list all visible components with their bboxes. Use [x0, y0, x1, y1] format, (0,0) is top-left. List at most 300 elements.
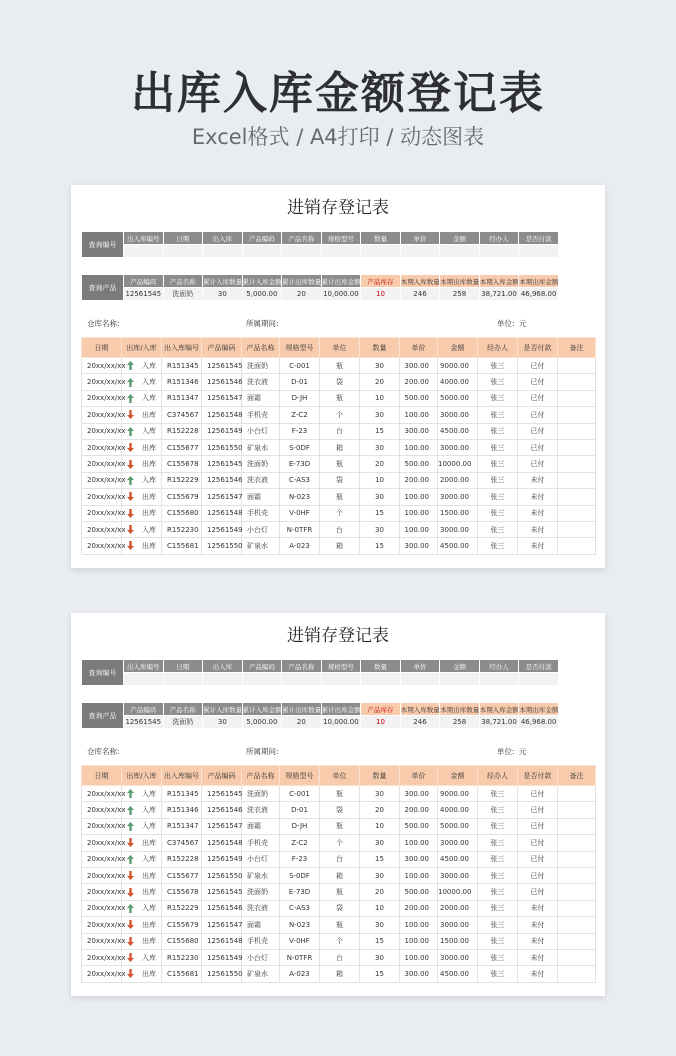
ledger-cell-date: 20xx/xx/xx: [82, 456, 122, 472]
query-product-value: 10: [361, 288, 401, 301]
ledger-cell-amount: 4500.00: [438, 851, 478, 867]
ledger-cell-price: 500.00: [400, 456, 438, 472]
ledger-cell-paid: 已付: [518, 818, 558, 834]
table-row: [82, 374, 596, 390]
ledger-cell-handler: 张三: [478, 374, 518, 390]
ledger-cell-type: [122, 374, 162, 390]
ledger-cell-note: [558, 966, 596, 982]
ledger-cell-code: 12561547: [202, 489, 242, 505]
query-product-header: 累计出库金额: [321, 703, 361, 716]
ledger-cell-amount: 5000.00: [438, 818, 478, 834]
ledger-cell-no: R152230: [162, 521, 202, 537]
ledger-cell-date: 20xx/xx/xx: [82, 966, 122, 982]
ledger-cell-handler: 张三: [478, 835, 518, 851]
query-number-input-cell[interactable]: [124, 673, 164, 686]
ledger-cell-price: 100.00: [400, 489, 438, 505]
ledger-cell-paid: 未付: [518, 917, 558, 933]
arrow-down-icon: [127, 871, 134, 880]
direction-label: 出库: [142, 838, 156, 847]
ledger-cell-date: 20xx/xx/xx: [82, 835, 122, 851]
ledger-cell-unit: 袋: [320, 802, 360, 818]
query-product-header: 累计入库数量: [203, 703, 243, 716]
unit-label: 单位:: [497, 319, 515, 328]
sheet-preview-2: [71, 613, 605, 996]
query-product-header: 产品编码: [124, 703, 164, 716]
query-number-input-cell[interactable]: [400, 245, 440, 258]
ledger-cell-qty: 30: [360, 489, 400, 505]
ledger-column-header: 日期: [82, 766, 122, 786]
direction-label: 入库: [142, 361, 156, 370]
ledger-cell-no: R152228: [162, 423, 202, 439]
direction-label: 出库: [142, 871, 156, 880]
arrow-up-icon: [127, 394, 134, 403]
query-product-header: 累计入库金额: [242, 703, 282, 716]
warehouse-label: 仓库名称:: [87, 319, 120, 328]
ledger-cell-price: 200.00: [400, 472, 438, 488]
query-number-input-cell[interactable]: [519, 673, 559, 686]
direction-label: 入库: [142, 525, 156, 534]
ledger-cell-handler: 张三: [478, 900, 518, 916]
ledger-cell-no: C155678: [162, 456, 202, 472]
ledger-cell-note: [558, 439, 596, 455]
ledger-cell-qty: 30: [360, 521, 400, 537]
ledger-cell-type: [122, 835, 162, 851]
ledger-cell-handler: 张三: [478, 423, 518, 439]
ledger-cell-type: [122, 786, 162, 802]
ledger-cell-paid: 已付: [518, 884, 558, 900]
ledger-cell-name: 小台灯: [242, 851, 280, 867]
ledger-cell-date: 20xx/xx/xx: [82, 439, 122, 455]
ledger-cell-qty: 30: [360, 439, 400, 455]
arrow-down-icon: [127, 888, 134, 897]
query-product-value: 30: [203, 288, 243, 301]
ledger-cell-handler: 张三: [478, 802, 518, 818]
query-product-value: 38,721.00: [479, 716, 519, 729]
ledger-cell-price: 100.00: [400, 835, 438, 851]
query-number-header: 规格型号: [321, 660, 361, 673]
query-product-value: 46,968.00: [519, 716, 559, 729]
ledger-cell-spec: Z-C2: [280, 407, 320, 423]
arrow-up-icon: [127, 822, 134, 831]
table-row: [82, 472, 596, 488]
ledger-cell-spec: D-01: [280, 374, 320, 390]
ledger-column-header: 单价: [400, 766, 438, 786]
ledger-cell-date: 20xx/xx/xx: [82, 374, 122, 390]
ledger-cell-code: 12561546: [202, 374, 242, 390]
table-row: [82, 966, 596, 982]
period-label: 所属期间:: [246, 747, 279, 756]
table-row: [82, 900, 596, 916]
ledger-cell-spec: N-023: [280, 917, 320, 933]
ledger-cell-type: [122, 521, 162, 537]
ledger-cell-amount: 3000.00: [438, 867, 478, 883]
ledger-cell-paid: 已付: [518, 407, 558, 423]
ledger-column-header: 规格型号: [280, 766, 320, 786]
direction-label: 入库: [142, 855, 156, 864]
query-number-input-cell[interactable]: [479, 673, 519, 686]
ledger-cell-no: R152230: [162, 949, 202, 965]
query-number-input-cell[interactable]: [163, 245, 203, 258]
direction-label: 出库: [142, 410, 156, 419]
ledger-cell-name: 洗衣液: [242, 374, 280, 390]
table-row: [82, 933, 596, 949]
query-number-input-cell[interactable]: [361, 245, 401, 258]
sheet-title: 进销存登记表: [287, 198, 389, 218]
ledger-cell-code: 12561547: [202, 818, 242, 834]
ledger-cell-amount: 3000.00: [438, 949, 478, 965]
ledger-cell-qty: 30: [360, 949, 400, 965]
unit-label: 单位:: [497, 747, 515, 756]
ledger-cell-note: [558, 884, 596, 900]
ledger-cell-code: 12561550: [202, 966, 242, 982]
query-by-number-table: [81, 231, 559, 258]
query-number-header: 金额: [440, 660, 480, 673]
ledger-column-header: 是否付款: [518, 766, 558, 786]
query-number-input-cell[interactable]: [321, 673, 361, 686]
unit-value: 元: [519, 747, 527, 756]
ledger-cell-name: 小台灯: [242, 423, 280, 439]
query-number-input-cell[interactable]: [203, 245, 243, 258]
ledger-column-header: 出库/入库: [122, 766, 162, 786]
ledger-cell-code: 12561545: [202, 358, 242, 374]
query-product-header: 累计入库数量: [203, 275, 243, 288]
ledger-column-header: 出入库编号: [162, 766, 202, 786]
ledger-cell-price: 300.00: [400, 538, 438, 554]
ledger-cell-type: [122, 358, 162, 374]
direction-label: 入库: [142, 427, 156, 436]
ledger-cell-qty: 15: [360, 423, 400, 439]
ledger-cell-unit: 台: [320, 949, 360, 965]
ledger-cell-date: 20xx/xx/xx: [82, 472, 122, 488]
query-number-header: 产品编码: [242, 660, 282, 673]
direction-label: 入库: [142, 806, 156, 815]
ledger-column-header: 产品编码: [202, 338, 242, 358]
ledger-cell-note: [558, 933, 596, 949]
ledger-cell-price: 200.00: [400, 900, 438, 916]
ledger-cell-no: C155677: [162, 439, 202, 455]
period-label: 所属期间:: [246, 319, 279, 328]
table-row: [82, 456, 596, 472]
unit-value: 元: [519, 319, 527, 328]
ledger-cell-price: 100.00: [400, 407, 438, 423]
ledger-cell-handler: 张三: [478, 390, 518, 406]
ledger-cell-date: 20xx/xx/xx: [82, 521, 122, 537]
ledger-cell-paid: 未付: [518, 538, 558, 554]
ledger-cell-unit: 个: [320, 505, 360, 521]
ledger-cell-unit: 袋: [320, 472, 360, 488]
ledger-cell-no: C155679: [162, 489, 202, 505]
query-number-header: 是否付款: [519, 660, 559, 673]
query-product-header: 累计出库金额: [321, 275, 361, 288]
ledger-cell-paid: 未付: [518, 489, 558, 505]
ledger-cell-price: 100.00: [400, 867, 438, 883]
query-number-header: 经办人: [479, 660, 519, 673]
query-number-input-cell[interactable]: [163, 673, 203, 686]
ledger-cell-type: [122, 505, 162, 521]
ledger-cell-note: [558, 835, 596, 851]
table-row: [82, 505, 596, 521]
ledger-cell-paid: 未付: [518, 966, 558, 982]
ledger-table: [81, 337, 596, 555]
direction-label: 出库: [142, 541, 156, 550]
query-number-header: 规格型号: [321, 232, 361, 245]
ledger-column-header: 经办人: [478, 766, 518, 786]
ledger-cell-no: R151347: [162, 818, 202, 834]
query-number-input-cell[interactable]: [282, 245, 322, 258]
query-by-number-table: [81, 659, 559, 686]
ledger-column-header: 产品编码: [202, 766, 242, 786]
ledger-cell-spec: D-JH: [280, 818, 320, 834]
ledger-cell-price: 300.00: [400, 851, 438, 867]
table-row: [82, 358, 596, 374]
query-number-label: 查询编号: [82, 660, 124, 686]
query-number-input-cell[interactable]: [282, 673, 322, 686]
query-product-value: 10,000.00: [321, 716, 361, 729]
ledger-cell-note: [558, 358, 596, 374]
query-product-header: 本期入库金额: [479, 703, 519, 716]
ledger-column-header: 单位: [320, 338, 360, 358]
ledger-column-header: 单价: [400, 338, 438, 358]
query-number-input-cell[interactable]: [124, 245, 164, 258]
ledger-cell-paid: 未付: [518, 505, 558, 521]
ledger-cell-date: 20xx/xx/xx: [82, 818, 122, 834]
ledger-cell-handler: 张三: [478, 472, 518, 488]
ledger-cell-unit: 瓶: [320, 818, 360, 834]
ledger-cell-handler: 张三: [478, 851, 518, 867]
query-number-input-cell[interactable]: [321, 245, 361, 258]
table-row: [82, 521, 596, 537]
query-number-input-cell[interactable]: [361, 673, 401, 686]
ledger-cell-amount: 4500.00: [438, 966, 478, 982]
ledger-cell-unit: 箱: [320, 966, 360, 982]
query-number-header: 数量: [361, 232, 401, 245]
ledger-cell-type: [122, 407, 162, 423]
query-product-header: 产品库存: [361, 275, 401, 288]
ledger-cell-spec: S-0DF: [280, 439, 320, 455]
ledger-cell-spec: N-0TFR: [280, 949, 320, 965]
query-product-value: 258: [440, 288, 480, 301]
arrow-down-icon: [127, 920, 134, 929]
query-number-input-cell[interactable]: [440, 245, 480, 258]
ledger-cell-price: 300.00: [400, 966, 438, 982]
ledger-cell-handler: 张三: [478, 966, 518, 982]
query-number-input-cell[interactable]: [440, 673, 480, 686]
ledger-cell-handler: 张三: [478, 407, 518, 423]
query-product-header: 本期出库金额: [519, 275, 559, 288]
ledger-cell-unit: 袋: [320, 374, 360, 390]
ledger-column-header: 产品名称: [242, 766, 280, 786]
ledger-cell-unit: 瓶: [320, 456, 360, 472]
ledger-cell-note: [558, 900, 596, 916]
direction-label: 出库: [142, 888, 156, 897]
direction-label: 入库: [142, 476, 156, 485]
ledger-cell-note: [558, 538, 596, 554]
ledger-cell-handler: 张三: [478, 818, 518, 834]
query-number-header: 日期: [163, 660, 203, 673]
ledger-cell-code: 12561546: [202, 472, 242, 488]
hero-title: 出库入库金额登记表: [131, 68, 545, 119]
hero-subtitle: Excel格式 / A4打印 / 动态图表: [191, 125, 485, 149]
ledger-cell-code: 12561546: [202, 802, 242, 818]
meta-row: [71, 318, 605, 330]
ledger-cell-date: 20xx/xx/xx: [82, 358, 122, 374]
ledger-cell-code: 12561548: [202, 933, 242, 949]
table-row: [82, 818, 596, 834]
ledger-cell-handler: 张三: [478, 786, 518, 802]
ledger-cell-price: 100.00: [400, 521, 438, 537]
ledger-cell-handler: 张三: [478, 505, 518, 521]
ledger-cell-qty: 15: [360, 851, 400, 867]
ledger-cell-date: 20xx/xx/xx: [82, 423, 122, 439]
ledger-cell-spec: F-23: [280, 423, 320, 439]
table-row: [82, 407, 596, 423]
ledger-cell-date: 20xx/xx/xx: [82, 407, 122, 423]
ledger-cell-spec: D-JH: [280, 390, 320, 406]
query-product-header: 本期出库金额: [519, 703, 559, 716]
ledger-cell-date: 20xx/xx/xx: [82, 917, 122, 933]
table-row: [82, 489, 596, 505]
query-by-product-table: [81, 702, 559, 729]
ledger-cell-qty: 30: [360, 407, 400, 423]
ledger-cell-amount: 3000.00: [438, 407, 478, 423]
ledger-cell-code: 12561548: [202, 835, 242, 851]
ledger-cell-name: 面霜: [242, 917, 280, 933]
ledger-cell-paid: 未付: [518, 472, 558, 488]
query-product-value: 10: [361, 716, 401, 729]
query-product-value[interactable]: 12561545: [124, 288, 164, 301]
query-number-input-cell[interactable]: [242, 245, 282, 258]
query-number-input-cell[interactable]: [400, 673, 440, 686]
query-by-product-table: [81, 274, 559, 301]
arrow-down-icon: [127, 443, 134, 452]
ledger-column-header: 金额: [438, 338, 478, 358]
ledger-cell-unit: 个: [320, 933, 360, 949]
ledger-cell-handler: 张三: [478, 358, 518, 374]
query-product-header: 本期入库金额: [479, 275, 519, 288]
ledger-cell-note: [558, 489, 596, 505]
query-number-input-cell[interactable]: [203, 673, 243, 686]
ledger-cell-note: [558, 390, 596, 406]
ledger-cell-qty: 30: [360, 917, 400, 933]
query-number-input-cell[interactable]: [519, 245, 559, 258]
ledger-cell-handler: 张三: [478, 489, 518, 505]
ledger-cell-type: [122, 966, 162, 982]
ledger-cell-name: 洗面奶: [242, 358, 280, 374]
query-number-header: 数量: [361, 660, 401, 673]
ledger-cell-amount: 4000.00: [438, 802, 478, 818]
arrow-down-icon: [127, 541, 134, 550]
ledger-cell-name: 手机壳: [242, 505, 280, 521]
ledger-cell-price: 100.00: [400, 505, 438, 521]
ledger-cell-handler: 张三: [478, 521, 518, 537]
ledger-cell-paid: 未付: [518, 900, 558, 916]
ledger-column-header: 日期: [82, 338, 122, 358]
ledger-cell-name: 矿泉水: [242, 867, 280, 883]
ledger-cell-type: [122, 900, 162, 916]
query-product-value[interactable]: 12561545: [124, 716, 164, 729]
ledger-cell-type: [122, 489, 162, 505]
query-product-header: 累计入库金额: [242, 275, 282, 288]
ledger-cell-name: 手机壳: [242, 407, 280, 423]
ledger-cell-handler: 张三: [478, 439, 518, 455]
ledger-cell-date: 20xx/xx/xx: [82, 538, 122, 554]
ledger-cell-spec: S-0DF: [280, 867, 320, 883]
ledger-cell-amount: 3000.00: [438, 917, 478, 933]
ledger-column-header: 备注: [558, 766, 596, 786]
ledger-cell-price: 100.00: [400, 917, 438, 933]
ledger-cell-qty: 15: [360, 505, 400, 521]
query-number-input-cell[interactable]: [242, 673, 282, 686]
query-product-value: 38,721.00: [479, 288, 519, 301]
query-product-value: 20: [282, 288, 322, 301]
ledger-cell-name: 洗衣液: [242, 802, 280, 818]
ledger-cell-qty: 20: [360, 802, 400, 818]
ledger-cell-type: [122, 538, 162, 554]
ledger-cell-date: 20xx/xx/xx: [82, 933, 122, 949]
ledger-cell-spec: F-23: [280, 851, 320, 867]
ledger-cell-date: 20xx/xx/xx: [82, 867, 122, 883]
ledger-cell-code: 12561549: [202, 949, 242, 965]
ledger-cell-note: [558, 521, 596, 537]
ledger-cell-note: [558, 456, 596, 472]
ledger-cell-date: 20xx/xx/xx: [82, 390, 122, 406]
ledger-cell-note: [558, 786, 596, 802]
ledger-cell-note: [558, 867, 596, 883]
ledger-cell-no: R151347: [162, 390, 202, 406]
ledger-cell-amount: 5000.00: [438, 390, 478, 406]
ledger-cell-note: [558, 505, 596, 521]
ledger-cell-type: [122, 851, 162, 867]
ledger-cell-code: 12561546: [202, 900, 242, 916]
ledger-cell-handler: 张三: [478, 949, 518, 965]
ledger-cell-spec: N-023: [280, 489, 320, 505]
ledger-cell-spec: C-AS3: [280, 900, 320, 916]
query-product-header: 累计出库数量: [282, 275, 322, 288]
arrow-down-icon: [127, 953, 134, 962]
ledger-cell-qty: 10: [360, 818, 400, 834]
ledger-cell-price: 100.00: [400, 439, 438, 455]
ledger-cell-no: R151345: [162, 786, 202, 802]
ledger-cell-name: 洗衣液: [242, 900, 280, 916]
query-number-input-cell[interactable]: [479, 245, 519, 258]
query-number-header: 产品名称: [282, 660, 322, 673]
table-row: [82, 538, 596, 554]
ledger-cell-price: 100.00: [400, 949, 438, 965]
ledger-cell-spec: C-001: [280, 358, 320, 374]
ledger-cell-code: 12561549: [202, 423, 242, 439]
ledger-cell-note: [558, 423, 596, 439]
ledger-cell-date: 20xx/xx/xx: [82, 489, 122, 505]
ledger-cell-amount: 3000.00: [438, 835, 478, 851]
ledger-cell-name: 小台灯: [242, 949, 280, 965]
ledger-cell-name: 矿泉水: [242, 966, 280, 982]
ledger-cell-note: [558, 949, 596, 965]
ledger-cell-type: [122, 818, 162, 834]
query-product-value: 246: [400, 288, 440, 301]
table-row: [82, 884, 596, 900]
query-product-value: 5,000.00: [242, 716, 282, 729]
arrow-up-icon: [127, 855, 134, 864]
ledger-cell-code: 12561547: [202, 917, 242, 933]
ledger-column-header: 出库/入库: [122, 338, 162, 358]
ledger-cell-date: 20xx/xx/xx: [82, 802, 122, 818]
query-product-label: 查询产品: [82, 275, 124, 301]
ledger-cell-note: [558, 472, 596, 488]
ledger-cell-unit: 台: [320, 521, 360, 537]
ledger-cell-date: 20xx/xx/xx: [82, 786, 122, 802]
ledger-cell-spec: V-0HF: [280, 933, 320, 949]
ledger-cell-qty: 30: [360, 786, 400, 802]
